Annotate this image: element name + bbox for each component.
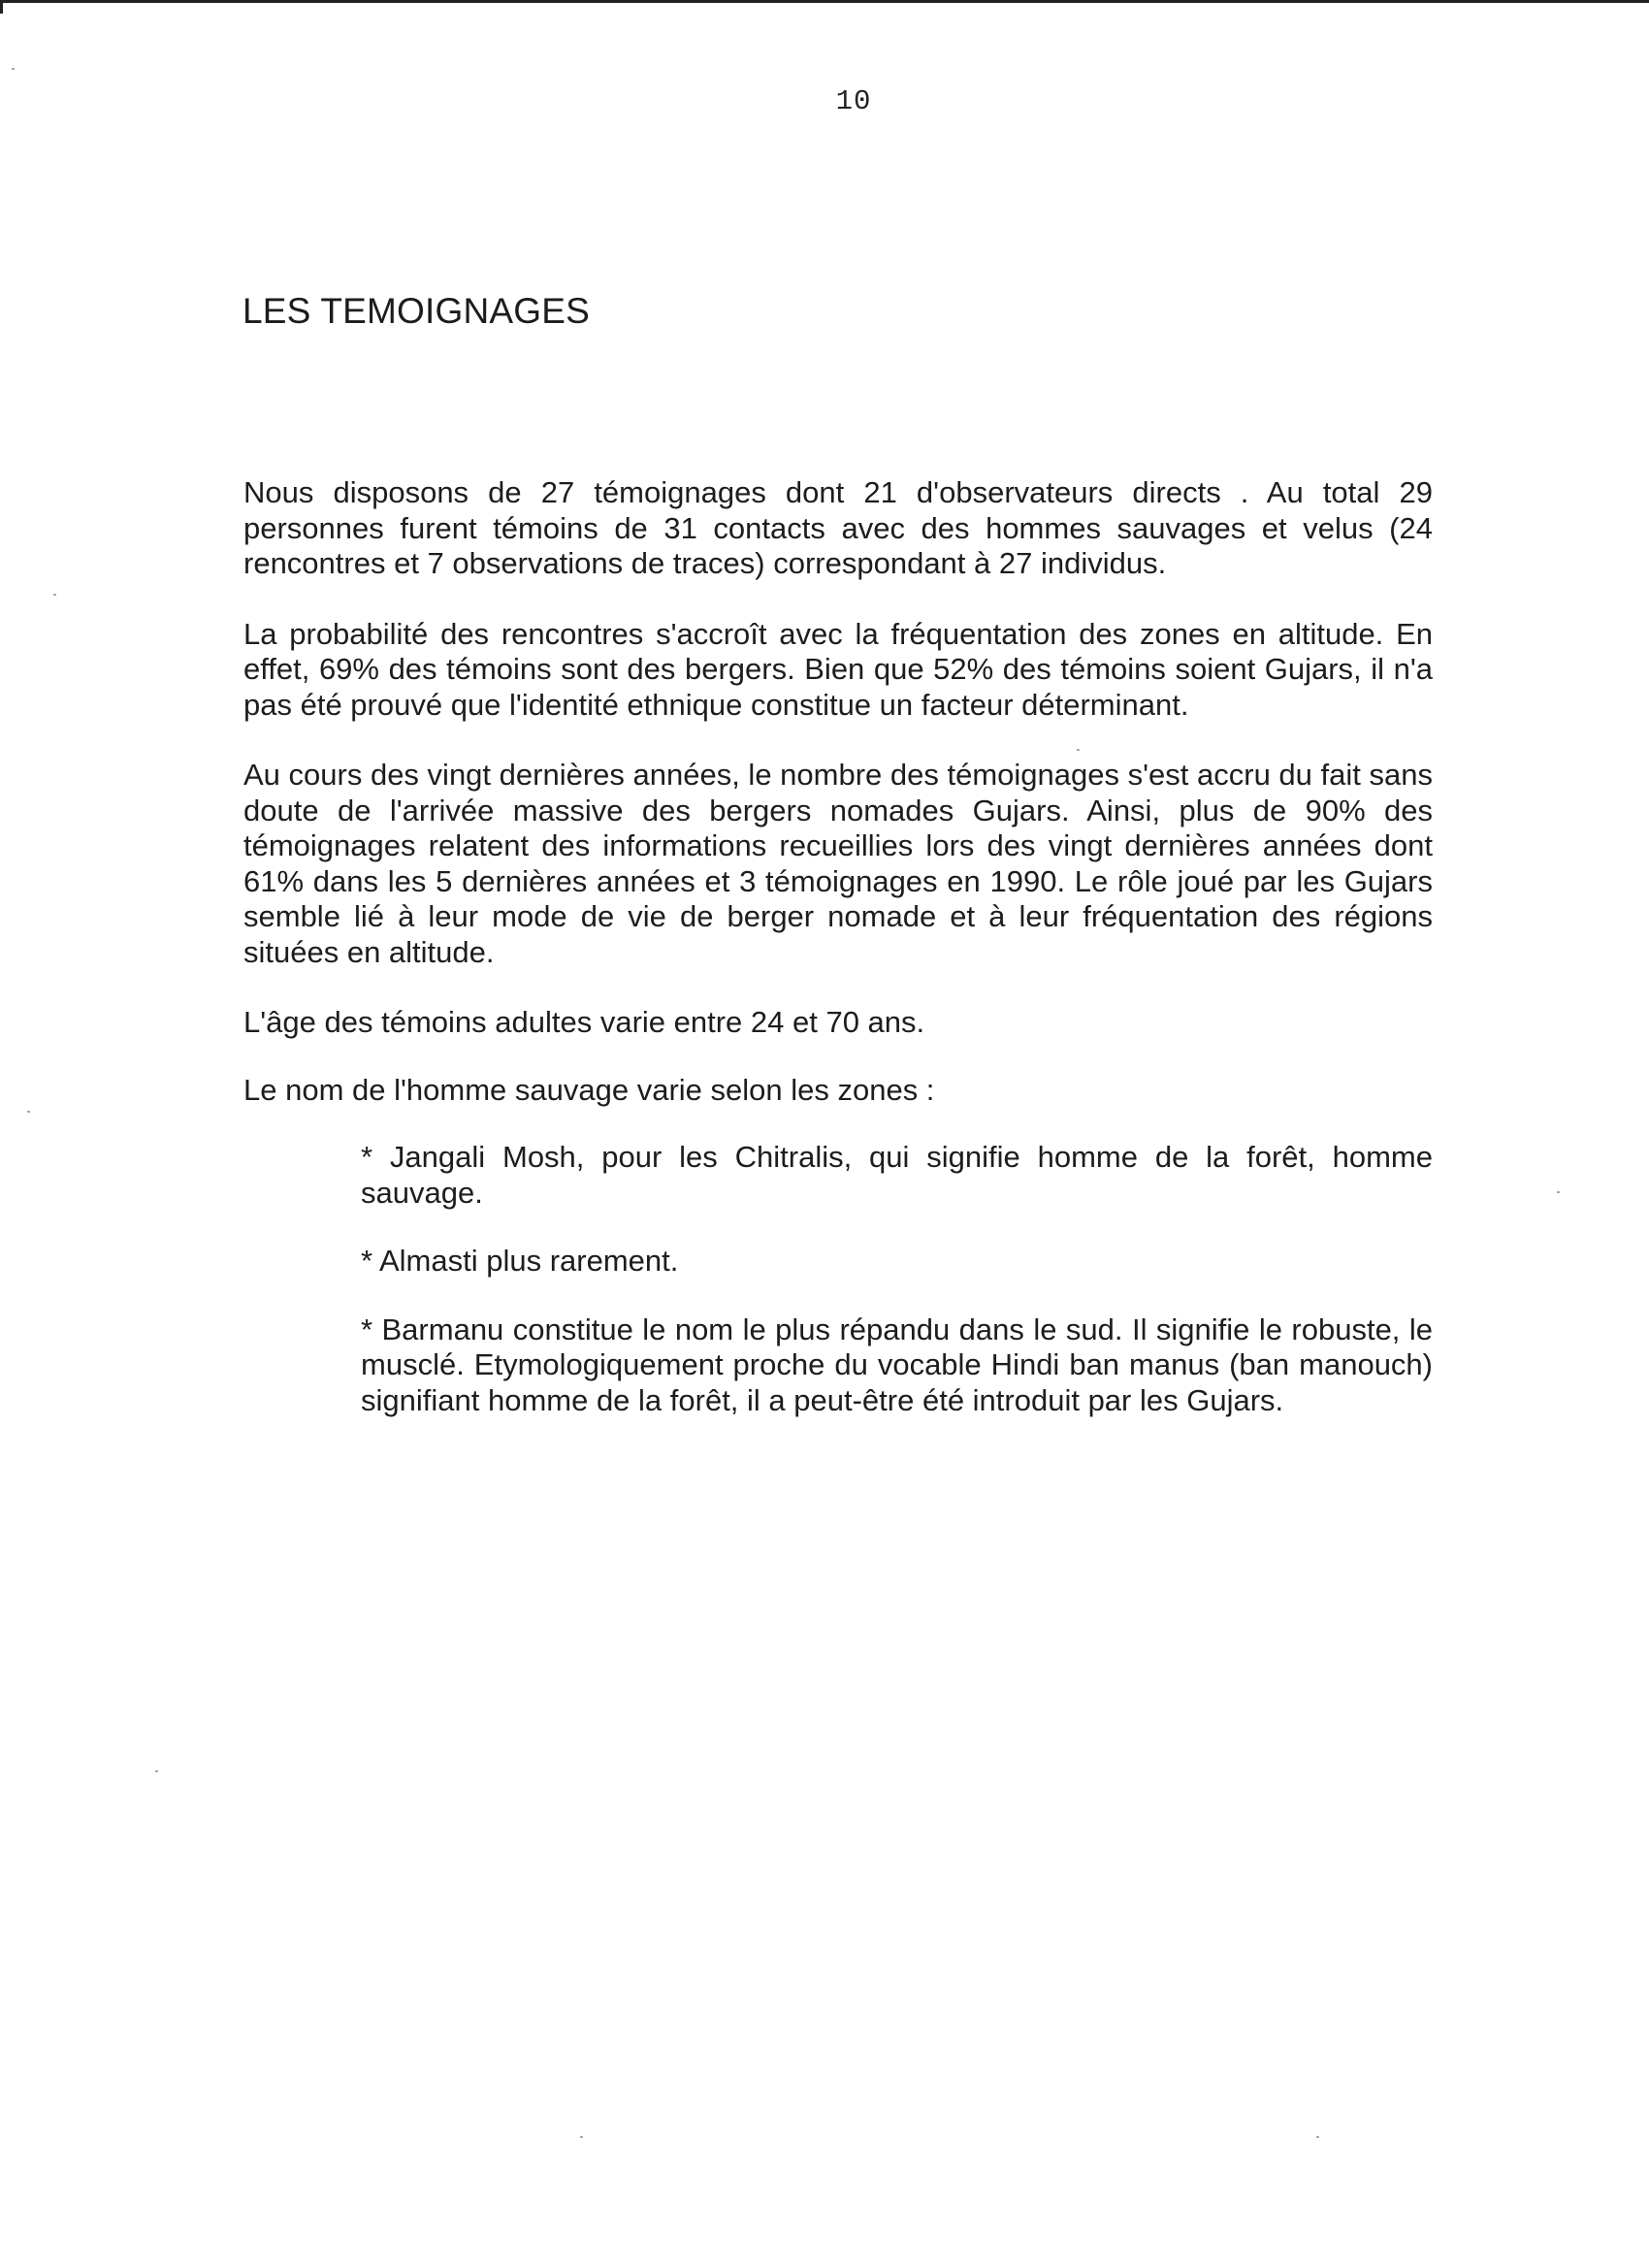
scan-speck [12,68,15,70]
list-item-jangali-mosh: * Jangali Mosh, pour les Chitralis, qui signifie homme de la forêt, homme sauvage. [361,1140,1433,1210]
wild-man-names-list [361,1140,1433,1418]
paragraph-probability: La probabilité des rencontres s'accroît avec la fréquentation des zones en altitude. En effet, 69% des témoins sont des bergers. Bien que 52% des témoins soient Gujars, il n'a pas été prouvé que l'identité ethnique constitue un facteur déterminant. [243,616,1433,722]
scan-speck [1316,2136,1319,2138]
scan-corner-mark [0,0,3,14]
page-number: 10 [835,85,872,117]
scan-speck [53,594,56,596]
paragraph-witness-age: L'âge des témoins adultes varie entre 24 et 70 ans. [243,1005,925,1039]
page-top-edge [0,0,1649,3]
paragraph-names-intro: Le nom de l'homme sauvage varie selon les zones : [243,1072,935,1107]
paragraph-summary: Nous disposons de 27 témoignages dont 21 d'observateurs directs . Au total 29 personnes furent témoins de 31 contacts avec des hommes sauvages et velus (24 rencontres et 7 observations de traces) correspondant à 27 individus. [243,475,1433,580]
scan-speck [27,1111,30,1113]
scan-speck [580,2136,583,2138]
body-text [243,475,1433,1451]
scan-speck [1557,1191,1560,1193]
list-item-barmanu: * Barmanu constitue le nom le plus répandu dans le sud. Il signifie le robuste, le musclé. Etymologiquement proche du vocable Hindi ban manus (ban manouch) signifiant homme de la forêt, il a peut-être été introduit par les Gujars. [361,1312,1433,1417]
section-title: LES TEMOIGNAGES [242,291,591,331]
scan-speck [155,1770,158,1772]
list-item-almasti: * Almasti plus rarement. [361,1244,679,1278]
paragraph-recent-years: Au cours des vingt dernières années, le nombre des témoignages s'est accru du fait sans doute de l'arrivée massive des bergers nomades Gujars. Ainsi, plus de 90% des témoignages relatent des informations recueillies lors des vingt dernières années dont 61% dans les 5 dernières années et 3 témoignages en 1990. Le rôle joué par les Gujars semble lié à leur mode de vie de berger nomade et à leur fréquentation des régions situées en altitude. [243,758,1433,969]
scan-speck [1077,749,1080,751]
